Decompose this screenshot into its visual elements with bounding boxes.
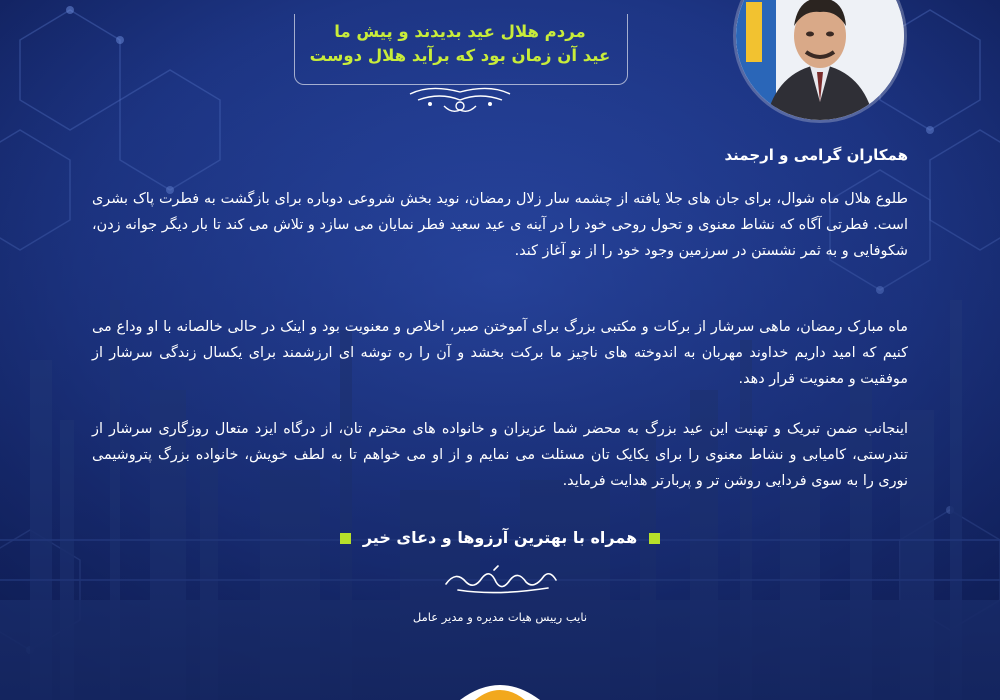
- handwritten-signature: [436, 562, 564, 598]
- paragraph-3: اینجانب ضمن تبریک و تهنیت این عید بزرگ به محضر شما عزیزان و خانواده های محترم تان، از درگاه ایزد متعال روزگاری سرشار از تندرستی، کامیابی و نشاط معنوی را برای یکایک تان مسئلت می نمایم و از او می خواهم تا به لطف خویش، خانواده بزرگ پتروشیمی نوری را به سوی فردایی روشن تر و پربارتر هدایت فرماید.: [92, 421, 908, 489]
- poem-line-1: مردم هلال عید بدیدند و پیش ما: [334, 22, 586, 41]
- ornament-divider: [400, 82, 520, 116]
- company-logo: [455, 682, 545, 700]
- closing-line: [0, 528, 1000, 547]
- paragraph-2: ماه مبارک رمضان، ماهی سرشار از برکات و مکتبی بزرگ برای آموختن صبر، اخلاص و معنویت بود و اینک در حالی خالصانه با او وداع می کنیم که امید داریم خداوند مهربان به اندوخته های ناچیز ما برکت بخشد و آن را ره توشه ای ارزشمند برای یکسال زندگی سرشار از موفقیت و معنویت قرار دهد.: [92, 319, 908, 387]
- salutation: همکاران گرامی و ارجمند: [724, 146, 908, 164]
- square-bullet-icon: [340, 533, 351, 544]
- paragraph-1: طلوع هلال ماه شوال، برای جان های جلا یافته از چشمه سار زلال رمضان، نوید بخش شروعی دوباره برای بازگشت به فطرت پاک بشری است. فطرتی آگاه که نشاط معنوی و تحول روحی خود را در آینه ی عید سعید فطر نمایان می سازد و تلاش می کند تا بار دیگر جوانه زدن، شکوفایی و به ثمر نشستن در سرزمین وجود خود را از نو آغاز کند.: [92, 191, 908, 259]
- poem-verse: [294, 20, 626, 68]
- poem-line-2: عید آن زمان بود که برآید هلال دوست: [309, 46, 611, 65]
- closing-text: همراه با بهترین آرزوها و دعای خیر: [362, 528, 638, 547]
- square-bullet-icon: [649, 533, 660, 544]
- signer-title: نایب رییس هیات مدیره و مدیر عامل: [412, 610, 588, 624]
